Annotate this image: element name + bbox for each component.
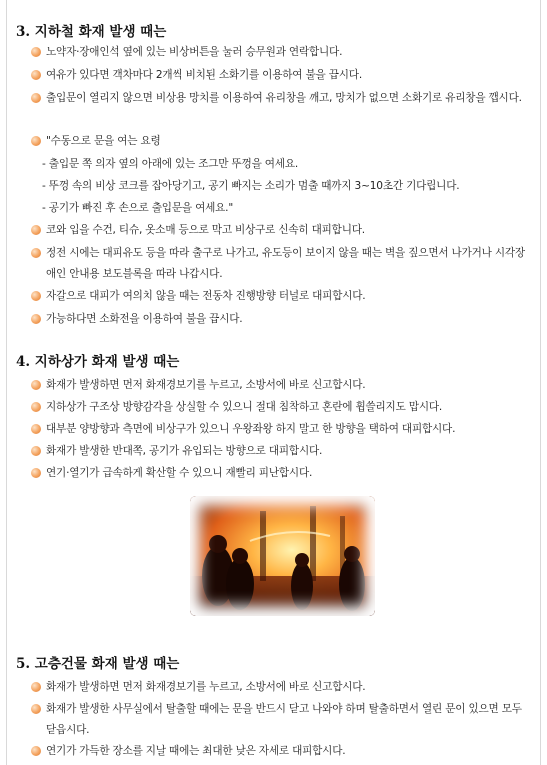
bullet-icon bbox=[31, 70, 41, 80]
bullet-icon bbox=[31, 704, 41, 714]
bullet-icon bbox=[31, 291, 41, 301]
bullet-icon bbox=[31, 424, 41, 434]
document-page: 3. 지하철 화재 발생 때는 노약자·장애인석 옆에 있는 비상버튼을 눌러 승무원과 연락합니다. 여유가 있다면 객차마다 2개씩 비치된 소화기를 이용하여 불을 끕시다. 출입문이 열리지 않으면 비상용 망치를 이용하여 유리창을 깨고, 망치가 없으면 소화기로 유리창을 깹시다. "수동으로 문을 여는 요령 - 출입문 쪽 의자 옆의 아래에 있는 조그만 뚜껑을 여세요. - 뚜껑 속의 비상 코크를 잡아당기고, 공기 빠지는 소리가 멈출 때까지 3~10초간 기다립니다. - 공기가 빠진 후 손으로 출입문을 여세요." 코와 입을 수건, 티슈, 옷소매 등으로 막고 비상구로 신속히 대피합니다. 정전 시에는 대피유도 등을 따라 출구로 나가고, 유도등이 보이지 않을 때는 벽을 짚으면서 나가거나 시각장애인 안내용 보도블록을 따라 나갑시다. 자갈으로 대피가 여의치 않을 때는 전동차 진행방향 터널로 대피합시다. 가능하다면 소화전을 이용하여 불을 끕시다. 4. 지하상가 화재 발생 때는 화재가 발생하면 먼저 화재경보기를 누르고, 소방서에 바로 신고합시다. 지하상가 구조상 방향감각을 상실할 수 있으니 절대 침착하고 혼란에 휩쓸리지도 맙시다. 대부분 양방향과 측면에 비상구가 있으니 우왕좌왕 하지 말고 한 방향을 택하여 대피합시다. 화재가 발생한 반대쪽, 공기가 유입되는 방향으로 대피합시다. 연기·열기가 급속하게 확산할 수 있으니 재빨리 피난합시다. 5. 고층건물 화재 발생 때는 화재가 발생하면 먼저 화재경보기를 누르고, 소방서에 바로 신고합시다. 화재가 발생한 사무실에서 탈출할 때에는 문을 반드시 닫고 나와야 하며 탈출하면서 열린 문이 있으면 모두 닫읍시다. 연기가 가득한 장소를 지날 때에는 최대한 낮은 자세로 대피합시다. bbox=[0, 0, 547, 765]
bullet-icon bbox=[31, 225, 41, 235]
bullet-icon bbox=[31, 136, 41, 146]
bullet-icon bbox=[31, 402, 41, 412]
section-heading: 5. 고층건물 화재 발생 때는 bbox=[16, 656, 180, 672]
bullet-icon bbox=[31, 682, 41, 692]
firefighters-photo bbox=[190, 496, 375, 616]
section-heading: 4. 지하상가 화재 발생 때는 bbox=[16, 354, 180, 370]
bullet-icon bbox=[31, 93, 41, 103]
bullet-icon bbox=[31, 248, 41, 258]
bullet-icon bbox=[31, 314, 41, 324]
bullet-icon bbox=[31, 746, 41, 756]
section-heading: 3. 지하철 화재 발생 때는 bbox=[16, 24, 167, 40]
photo-fade-edge bbox=[190, 496, 375, 616]
bullet-icon bbox=[31, 47, 41, 57]
bullet-icon bbox=[31, 380, 41, 390]
bullet-icon bbox=[31, 446, 41, 456]
bullet-icon bbox=[31, 468, 41, 478]
